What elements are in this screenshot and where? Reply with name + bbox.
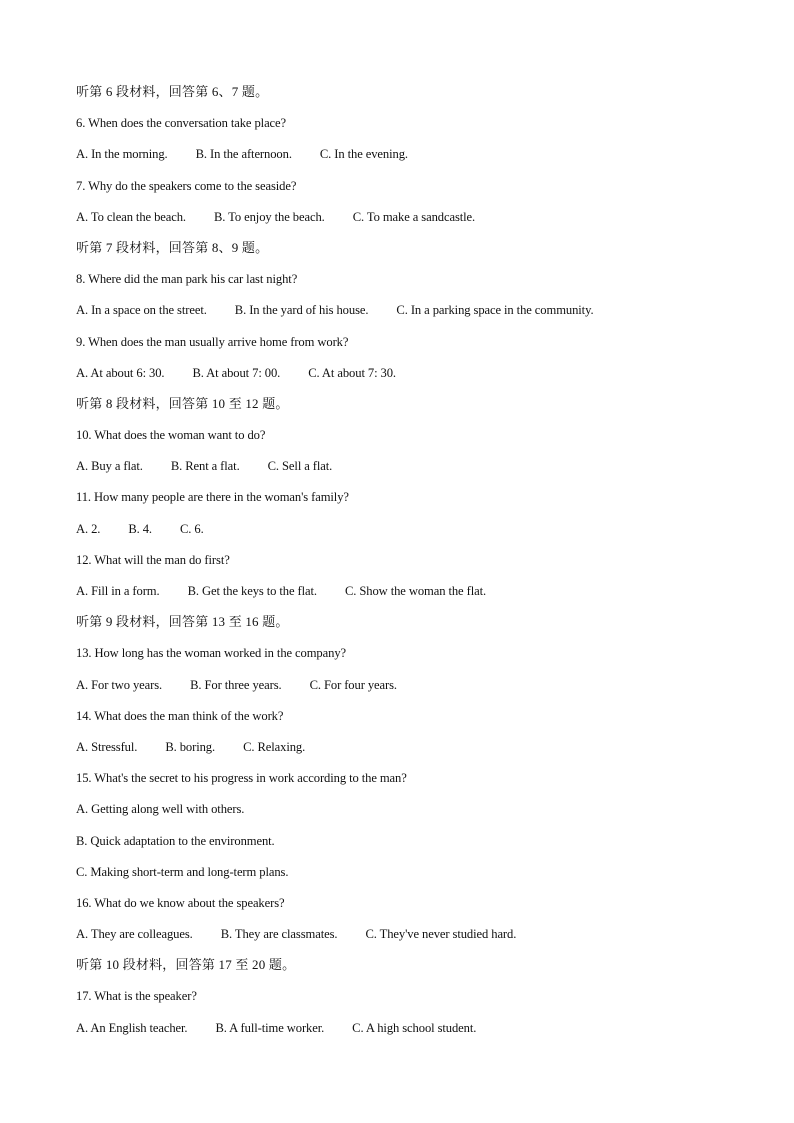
answer-options-row [76, 579, 754, 610]
answer-option: A. 2. [76, 521, 101, 536]
question-text: 11. How many people are there in the woman's family? [76, 490, 349, 505]
answer-options-row [76, 454, 754, 485]
answer-option: A. Fill in a form. [76, 584, 160, 598]
answer-option: C. A high school student. [352, 1020, 477, 1035]
answer-option: A. In the morning. [76, 147, 168, 162]
question-text: 13. How long has the woman worked in the company? [76, 646, 347, 661]
answer-options-row [76, 205, 754, 236]
answer-options-row [76, 517, 754, 548]
answer-option: B. For three years. [190, 677, 282, 692]
answer-option: B. Rent a flat. [170, 459, 240, 474]
answer-option: C. For four years. [309, 677, 397, 692]
answer-option: B. A full-time worker. [215, 1020, 325, 1035]
answer-option: C. 6. [180, 521, 204, 536]
document-body [76, 80, 754, 1047]
answer-option: C. In the evening. [319, 147, 408, 162]
answer-option: C. To make a sandcastle. [352, 209, 476, 224]
answer-option: A. For two years. [76, 677, 163, 692]
answer-option: B. boring. [165, 739, 216, 754]
answer-option: C. Show the woman the flat. [344, 584, 487, 598]
answer-option: C. At about 7: 30. [308, 365, 396, 380]
answer-option: C. Sell a flat. [267, 459, 333, 474]
answer-options-row [76, 142, 754, 173]
answer-options-row [76, 922, 754, 953]
answer-option: C. Relaxing. [243, 739, 306, 754]
answer-option: A. At about 6: 30. [76, 365, 165, 380]
section-heading: 听第 9 段材料，回答第 13 至 16 题。 [76, 614, 289, 630]
answer-option: A. They are colleagues. [76, 927, 193, 942]
answer-option: C. Making short-term and long-term plans. [76, 864, 289, 879]
question-text: 10. What does the woman want to do? [76, 428, 266, 443]
question-text: 17. What is the speaker? [76, 989, 197, 1004]
answer-option: B. In the afternoon. [195, 147, 292, 162]
answer-options-row [76, 361, 754, 392]
section-heading: 听第 8 段材料，回答第 10 至 12 题。 [76, 395, 289, 411]
answer-option: C. They've never studied hard. [365, 927, 517, 942]
answer-option: A. Buy a flat. [76, 459, 143, 474]
section-heading: 听第 7 段材料，回答第 8、9 题。 [76, 239, 269, 255]
answer-options-row [76, 735, 754, 766]
question-text: 7. Why do the speakers come to the seaside? [76, 178, 297, 193]
question-text: 6. When does the conversation take place? [76, 116, 287, 131]
answer-option: B. In the yard of his house. [234, 303, 369, 318]
answer-option: B. At about 7: 00. [192, 365, 281, 380]
answer-option: A. An English teacher. [76, 1020, 188, 1035]
answer-options-row [76, 1016, 754, 1047]
question-text: 16. What do we know about the speakers? [76, 895, 285, 910]
answer-option: A. In a space on the street. [76, 303, 207, 318]
answer-option: B. 4. [128, 521, 152, 536]
answer-options-row [76, 673, 754, 704]
question-text: 14. What does the man think of the work? [76, 708, 284, 723]
answer-options-row [76, 298, 754, 329]
answer-option: A. Getting along well with others. [76, 802, 245, 817]
section-heading: 听第 10 段材料，回答第 17 至 20 题。 [76, 957, 296, 973]
question-text: 8. Where did the man park his car last night? [76, 272, 298, 287]
answer-option: B. They are classmates. [220, 927, 338, 942]
answer-option: B. Quick adaptation to the environment. [76, 833, 275, 848]
question-text: 12. What will the man do first? [76, 552, 230, 567]
answer-option: B. Get the keys to the flat. [187, 584, 317, 598]
section-heading: 听第 6 段材料，回答第 6、7 题。 [76, 84, 269, 99]
answer-option: A. Stressful. [76, 739, 138, 754]
answer-option: C. In a parking space in the community. [396, 303, 594, 318]
answer-option: B. To enjoy the beach. [213, 209, 325, 224]
question-text: 9. When does the man usually arrive home from work? [76, 334, 349, 349]
question-text: 15. What's the secret to his progress in work according to the man? [76, 771, 407, 786]
answer-option: A. To clean the beach. [76, 209, 186, 224]
